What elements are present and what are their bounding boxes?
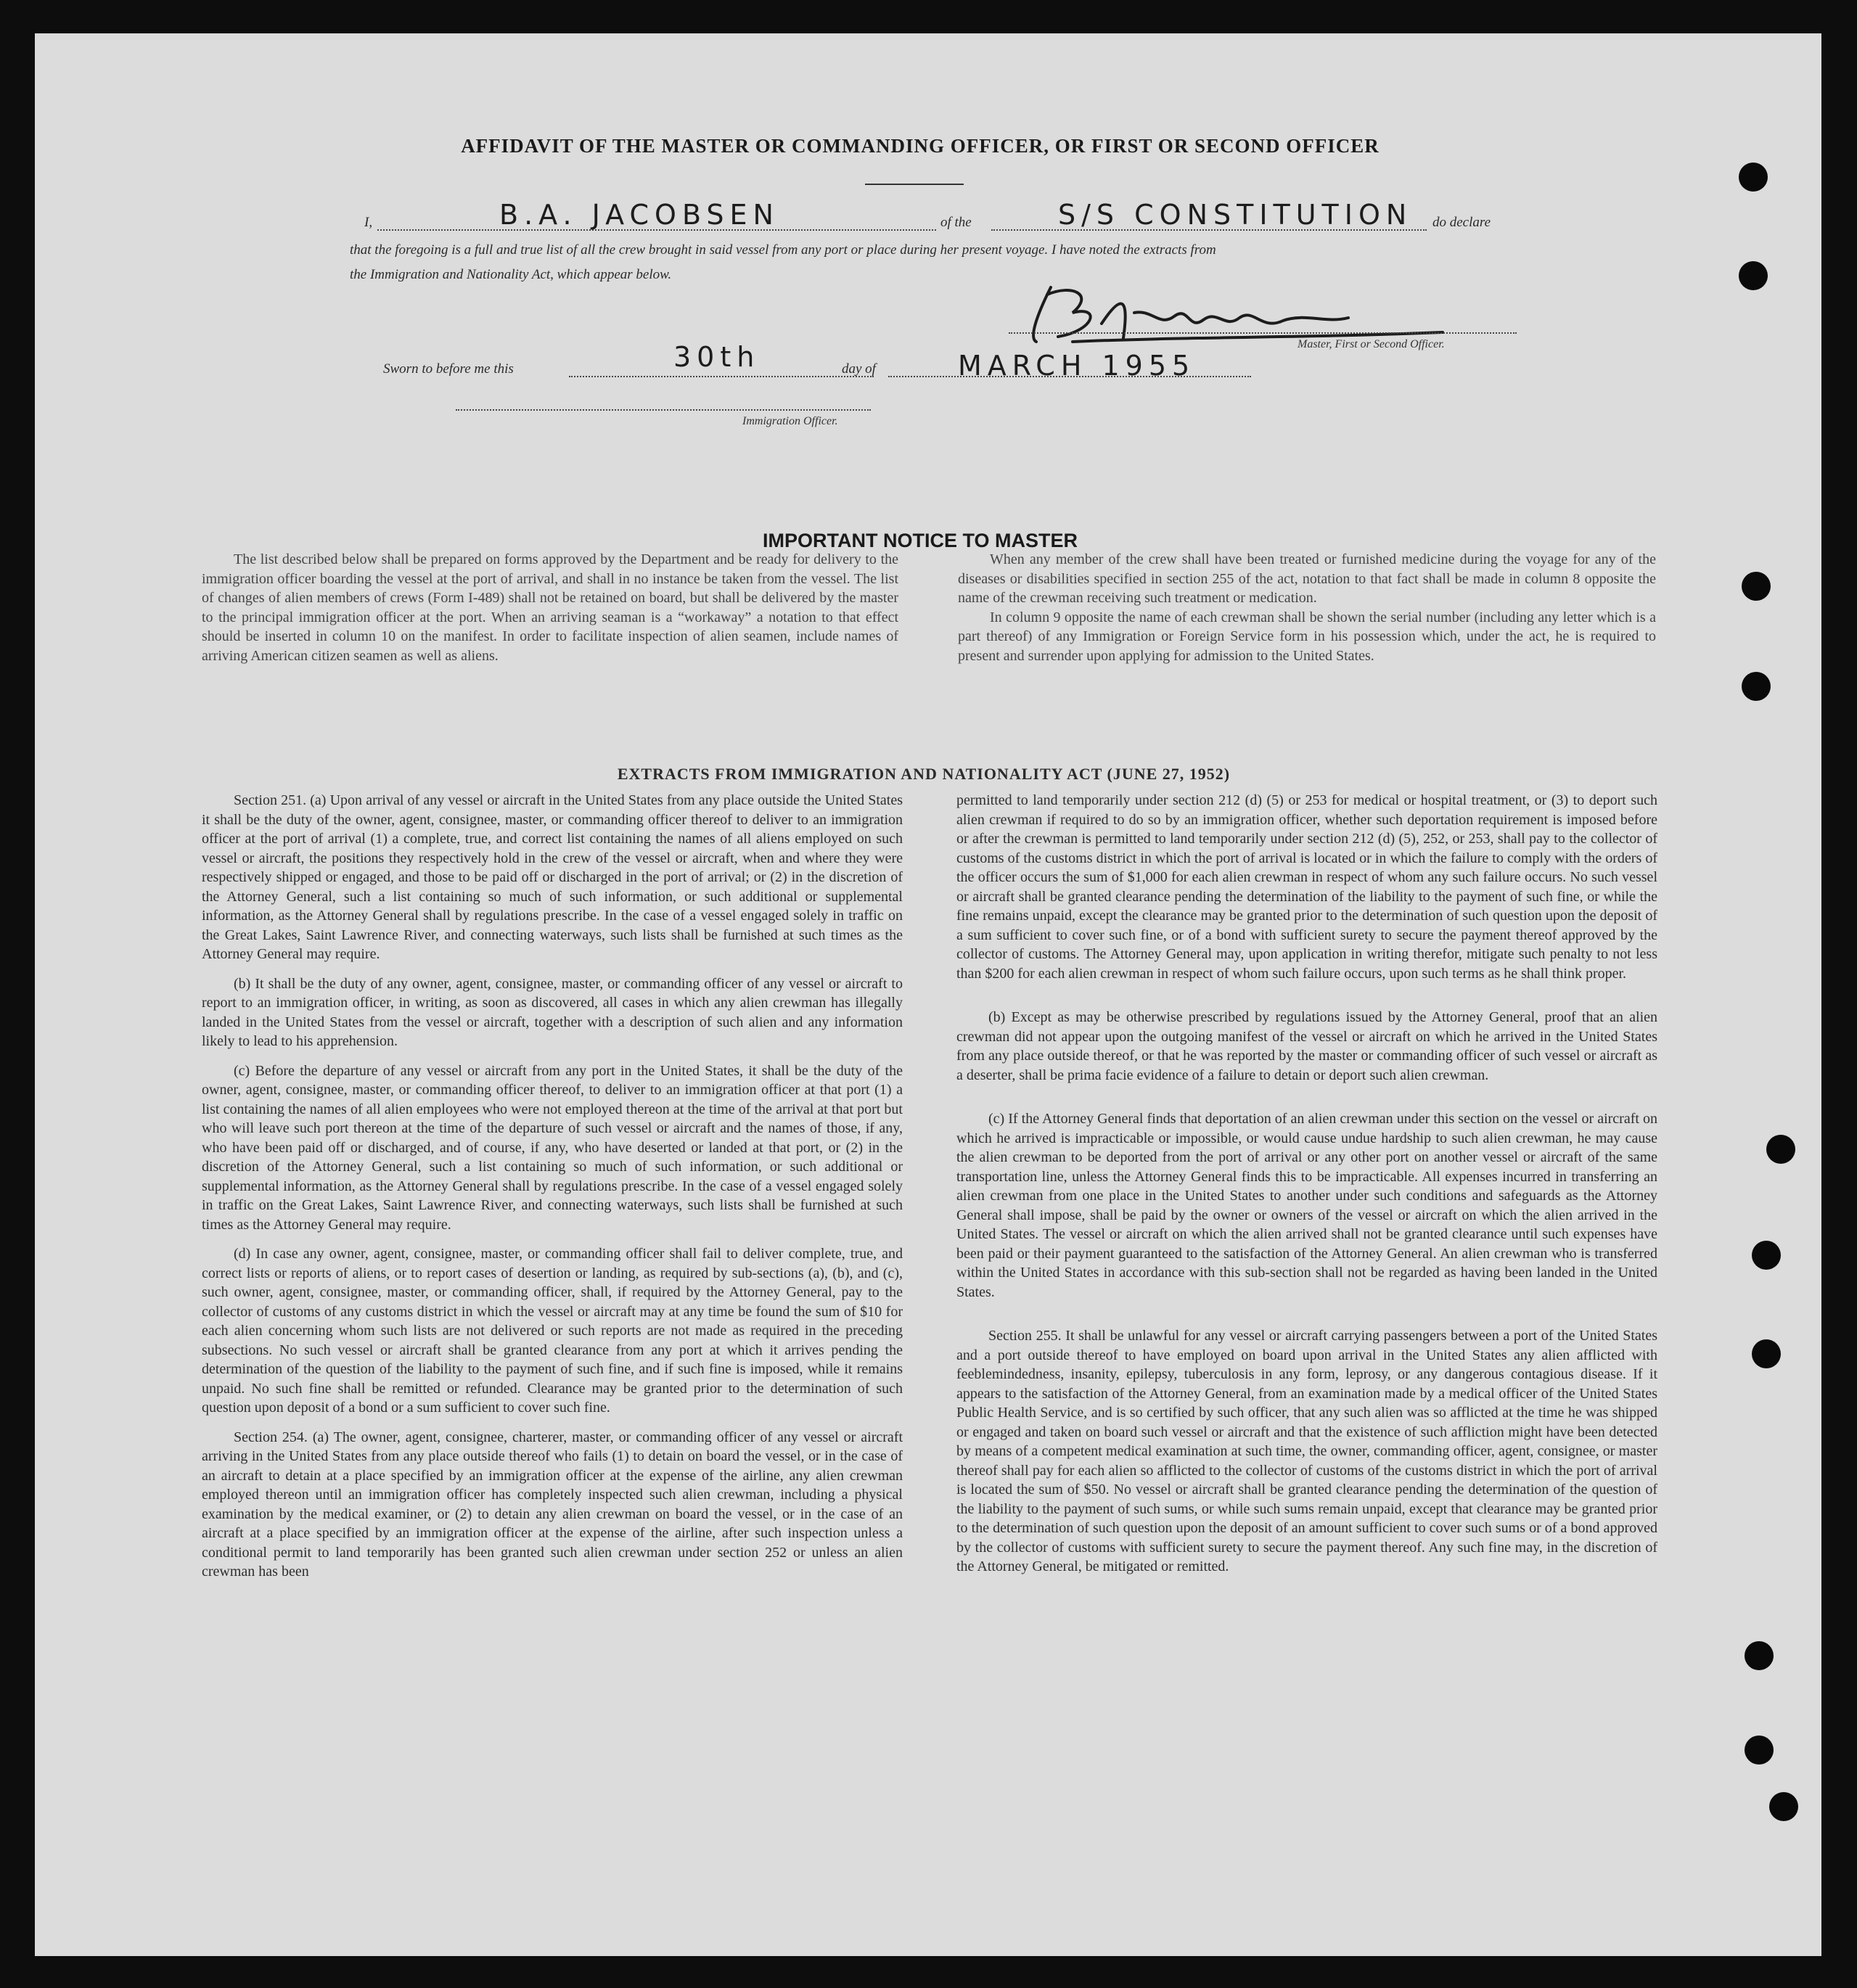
notice-right-column bbox=[958, 550, 1656, 665]
section-251-b: (b) It shall be the duty of any owner, agent, consignee, master, or commanding officer of any vessel or aircraft to report to an immigration officer, in writing, as soon as discovered, all cases in which any alien crewman has illegally landed in the United States from the vessel or aircraft, together with a description of such alien and any information likely to lead to his apprehension. bbox=[202, 975, 903, 1049]
extracts-right-column bbox=[956, 791, 1657, 1577]
binder-hole bbox=[1742, 572, 1771, 601]
section-254-a: Section 254. (a) The owner, agent, consignee, charterer, master, or commanding officer of any vessel or aircraft arriving in the United States from any place outside thereof who fails (1) to detain on board the vessel, or in the case of an aircraft to detain at a place specified by an immigration officer at the expense of the airline, any alien crewman employed thereon until an immigration officer has completely inspected such alien crewman, including a physical examination by the medical examiner, or (2) to detain any alien crewman on board the vessel, or in the case of an aircraft at a place specified by an immigration officer at the expense of the airline, after such inspection unless a conditional permit to land temporarily has been granted such alien crewman under section 252 or unless an alien crewman has been bbox=[202, 1429, 903, 1580]
handwritten-name: B.A. JACOBSEN bbox=[499, 199, 779, 231]
affidavit-title: AFFIDAVIT OF THE MASTER OR COMMANDING OFFICER, OR FIRST OR SECOND OFFICER bbox=[461, 135, 1380, 157]
binder-hole bbox=[1739, 261, 1768, 290]
notice-left-column bbox=[202, 550, 898, 665]
section-251-a: Section 251. (a) Upon arrival of any vessel or aircraft in the United States from any place outside the United States it shall be the duty of the owner, agent, consignee, master, or commanding officer thereof to deliver to an immigration officer at the port of arrival (1) a complete, true, and correct list containing the names of all aliens employed on such vessel or aircraft, the positions they respectively hold in the crew of the vessel or aircraft, when and where they were respectively shipped or engaged, and those to be paid off or discharged in the port of arrival; or (2) in the discretion of the Attorney General, such a list containing so much of such information, or such additional or supplemental information, as the Attorney General shall by regulations prescribe. In the case of a vessel engaged solely in traffic on the Great Lakes, Saint Lawrence River, and connecting waterways, such lists shall be furnished at such times as the Attorney General may require. bbox=[202, 792, 903, 962]
binder-hole bbox=[1769, 1792, 1798, 1821]
signature-line bbox=[1009, 332, 1517, 334]
binder-hole bbox=[1745, 1641, 1774, 1670]
binder-hole bbox=[1739, 163, 1768, 192]
section-251-c: (c) Before the departure of any vessel or aircraft from any port in the United States, it shall be the duty of the owner, agent, consignee, master, or commanding officer thereof, to deliver to an immigration officer at that port (1) a list containing the names of all alien employees who were not employed thereon at the time of the arrival at that port but who will leave such port thereon at the time of the departure of such vessel or aircraft and the names of those, if any, who have been paid off or discharged, and of course, if any, who have deserted or landed at that port, or (2) in the discretion of the Attorney General, such a list containing so much of such information, or such additional or supplemental information, as the Attorney General shall by regulations prescribe. In the case of a vessel engaged solely in traffic on the Great Lakes, Saint Lawrence River, and connecting waterways, such lists shall be furnished at such times as the Attorney General may require. bbox=[202, 1062, 903, 1233]
handwritten-month: MARCH 1955 bbox=[958, 350, 1196, 382]
day-line bbox=[569, 376, 874, 377]
section-254-b: (b) Except as may be otherwise prescribed by regulations issued by the Attorney General, proof that an alien crewman did not appear upon the outgoing manifest of the vessel or aircraft on which he arrived in the United States from any place outside thereof, or that he was reported by the master or commanding officer of such vessel or aircraft as a deserter, shall be prima facie evidence of a failure to detain or deport such alien crewman. bbox=[956, 1009, 1657, 1083]
label-do-declare: do declare bbox=[1432, 215, 1491, 230]
notice-right-paragraph-2: In column 9 opposite the name of each crewman shall be shown the serial number (including any letter which is a part thereof) of any Immigration or Foreign Service form in his possession which, under the act, he is required to present and surrender upon applying for admission to the United States. bbox=[958, 609, 1656, 664]
label-i: I, bbox=[364, 215, 373, 230]
binder-hole bbox=[1745, 1736, 1774, 1765]
document-page bbox=[35, 33, 1821, 1956]
declaration-line-3: the Immigration and Nationality Act, which appear below. bbox=[350, 267, 672, 282]
binder-hole bbox=[1752, 1241, 1781, 1270]
notice-title: IMPORTANT NOTICE TO MASTER bbox=[763, 530, 1078, 551]
section-251-d: (d) In case any owner, agent, consignee, master, or commanding officer shall fail to deliver complete, true, and correct lists or reports of aliens, or to report cases of desertion or landing, as required by sub-sections (a), (b), and (c), such owner, agent, consignee, master, or commanding officer, shall, if required by the Attorney General, pay to the collector of customs of any customs district in which the vessel or aircraft may at any time be found the sum of $10 for each alien concerning whom such lists are not delivered or such reports are not made as required in the preceding subsections. No such vessel or aircraft shall be granted clearance from any port at which it arrives pending the determination of the question of the liability to the payment of such fine, and if such fine is imposed, while it remains unpaid. No such fine shall be remitted or refunded. Clearance may be granted prior to the determination of such question upon deposit of a bond or a sum sufficient to cover such fine. bbox=[202, 1246, 903, 1416]
extracts-title: EXTRACTS FROM IMMIGRATION AND NATIONALITY ACT (JUNE 27, 1952) bbox=[617, 765, 1231, 783]
section-255: Section 255. It shall be unlawful for any vessel or aircraft carrying passengers between a port of the United States and a port outside thereof to have employed on board upon arrival in the United States any alien afflicted with feeblemindedness, insanity, epilepsy, tuberculosis in any form, leprosy, or any dangerous contagious disease. If it appears to the satisfaction of the Attorney General, from an examination made by a medical officer of the United States Public Health Service, and is so certified by such officer, that any such alien was so afflicted at the time he was shipped or engaged and taken on board such vessel or aircraft and that the existence of such affliction might have been detected by means of a competent medical examination at such time, the owner, commanding officer, agent, consignee, or master thereof shall pay for each alien so afflicted to the collector of customs of the customs district in which the port of arrival is located the sum of $50. No vessel or aircraft shall be granted clearance pending the determination of the question of the liability to the payment of such sums, or while such sums remain unpaid, except that clearance may be granted prior to the determination of such question upon the deposit of an amount sufficient to cover such sums or of a bond approved by the collector of customs with sufficient surety to secure the payment thereof. Any such fine may, in the discretion of the Attorney General, be mitigated or remitted. bbox=[956, 1328, 1657, 1574]
section-254-a-continued: permitted to land temporarily under section 212 (d) (5) or 253 for medical or hospital treatment, or (3) to deport such alien crewman if required to do so by an immigration officer, whether such deportation requirement is imposed before or after the crewman is permitted to land temporarily under section 212 (d) (5), 252, or 253, shall pay to the collector of customs of the customs district in which the port of arrival is located or in which the failure to comply with the orders of the officer occurs the sum of $1,000 for each alien crewman in respect of whom any such failure occurs. No such vessel or aircraft shall be granted clearance pending the determination of the liability to the payment of such fine, or while the fine remains unpaid, except the clearance may be granted prior to the determination of such question upon the deposit of a sum sufficient to cover such fine, or of a bond with sufficient surety to secure the payment thereof approved by the collector of customs. The Attorney General may, upon application in writing therefor, mitigate such penalty to not less than $200 for each alien crewman in respect of whom such failure occurs, upon such terms as he shall think proper. bbox=[956, 792, 1657, 982]
day-of-label: day of bbox=[842, 361, 876, 377]
title-underline bbox=[865, 184, 964, 185]
handwritten-day: 30th bbox=[673, 341, 761, 373]
signature-caption: Master, First or Second Officer. bbox=[1298, 338, 1445, 350]
binder-hole bbox=[1766, 1135, 1795, 1164]
immigration-officer-caption: Immigration Officer. bbox=[742, 415, 838, 427]
sworn-label: Sworn to before me this bbox=[383, 361, 514, 377]
extracts-left-column bbox=[202, 791, 903, 1582]
notice-right-paragraph-1: When any member of the crew shall have been treated or furnished medicine during the voyage for any of the diseases or disabilities specified in section 255 of the act, notation to that fact shall be made in column 8 opposite the name of the crewman receiving such treatment or medication. bbox=[958, 551, 1656, 606]
handwritten-vessel: S/S CONSTITUTION bbox=[1058, 199, 1413, 231]
declaration-line-2: that the foregoing is a full and true list of all the crew brought in said vessel from any port or place during her present voyage. I have noted the extracts from bbox=[350, 242, 1216, 258]
label-of-the: of the bbox=[940, 215, 972, 230]
section-254-c: (c) If the Attorney General finds that deportation of an alien crewman under this section on the vessel or aircraft on which he arrived is impracticable or impossible, or would cause undue hardship to such alien crewman, he may cause the alien crewman to be deported from the port of arrival or any other port on another vessel or aircraft of the same transportation line, unless the Attorney General finds this to be impracticable. All expenses incurred in transferring an alien crewman from one place in the United States to another under such conditions and safeguards as the Attorney General shall impose, shall be paid by the owner or owners of the vessel or aircraft on which the alien arrived in the United States. The vessel or aircraft on which the alien arrived shall not be granted clearance until such expenses have been paid or their payment guaranteed to the satisfaction of the Attorney General. An alien crewman who is transferred within the United States in accordance with this sub-section shall not be regarded as having been landed in the United States. bbox=[956, 1111, 1657, 1300]
immigration-officer-line bbox=[456, 409, 871, 411]
binder-hole bbox=[1752, 1339, 1781, 1368]
notice-left-paragraph: The list described below shall be prepared on forms approved by the Department and be ready for delivery to the immigration officer boarding the vessel at the port of arrival, and shall in no instance be taken from the vessel. The list of changes of alien members of crews (Form I-489) shall not be retained on board, but shall be delivered by the master to the principal immigration officer at the port. When an arriving seaman is a “workaway” a notation to that effect should be inserted in column 10 on the manifest. In order to facilitate inspection of alien seamen, include names of arriving American citizen seamen as well as aliens. bbox=[202, 551, 898, 664]
binder-hole bbox=[1742, 672, 1771, 701]
